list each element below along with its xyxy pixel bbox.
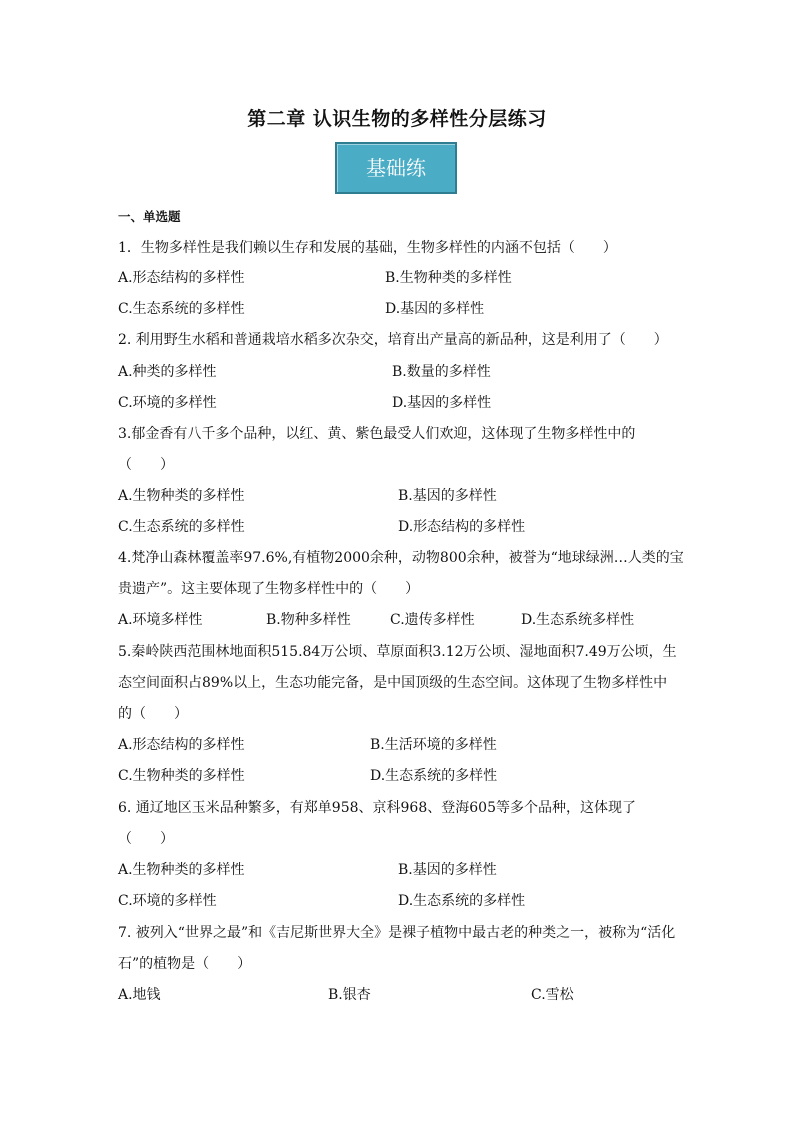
question-1-option-b: B.生物种类的多样性 <box>385 270 512 286</box>
question-6-option-c: C.环境的多样性 <box>118 893 217 909</box>
question-6-option-d: D.生态系统的多样性 <box>398 893 526 909</box>
question-6-stem-line-1: 6. 通辽地区玉米品种繁多，有郑单958、京科968、登海605等多个品种，这体现了 <box>118 800 636 816</box>
question-7-option-b: B.银杏 <box>328 987 371 1003</box>
question-3-option-d: D.形态结构的多样性 <box>398 519 526 535</box>
question-5-stem-line-3: 的（ ） <box>118 706 188 722</box>
question-7-stem-line-2: 石”的植物是（ ） <box>118 956 252 972</box>
question-6-option-b: B.基因的多样性 <box>398 862 497 878</box>
question-3-option-a: A.生物种类的多样性 <box>118 488 245 504</box>
question-1-option-a: A.形态结构的多样性 <box>118 270 245 286</box>
question-3-option-b: B.基因的多样性 <box>398 488 497 504</box>
question-3-stem-line-1: 3.郁金香有八千多个品种，以红、黄、紫色最受人们欢迎，这体现了生物多样性中的 <box>118 426 636 442</box>
question-2-option-b: B.数量的多样性 <box>392 364 491 380</box>
question-2-option-a: A.种类的多样性 <box>118 364 217 380</box>
level-badge: 基础练 <box>335 142 457 194</box>
question-4-stem-line-2: 贵遗产”。这主要体现了生物多样性中的（ ） <box>118 581 420 597</box>
question-5-option-a: A.形态结构的多样性 <box>118 737 245 753</box>
question-4-option-c: C.遗传多样性 <box>390 612 475 628</box>
question-1-option-d: D.基因的多样性 <box>385 301 485 317</box>
question-3-stem-line-2: （ ） <box>118 457 174 473</box>
question-6-stem-line-2: （ ） <box>118 831 174 847</box>
section-heading: 一、单选题 <box>118 209 181 224</box>
question-6-option-a: A.生物种类的多样性 <box>118 862 245 878</box>
question-5-option-c: C.生物种类的多样性 <box>118 768 245 784</box>
question-4-option-d: D.生态系统多样性 <box>521 612 635 628</box>
question-7-option-a: A.地钱 <box>118 987 161 1003</box>
question-5-option-b: B.生活环境的多样性 <box>370 737 497 753</box>
question-7-stem-line-1: 7. 被列入“世界之最”和《吉尼斯世界大全》是裸子植物中最古老的种类之一，被称为“活化 <box>118 925 676 941</box>
question-4-option-a: A.环境多样性 <box>118 612 203 628</box>
question-5-stem-line-1: 5.秦岭陕西范围林地面积515.84万公顷、草原面积3.12万公顷、湿地面积7.49万公顷，生 <box>118 644 677 660</box>
question-5-stem-line-2: 态空间面积占89%以上，生态功能完备，是中国顶级的生态空间。这体现了生物多样性中 <box>118 675 668 691</box>
question-5-option-d: D.生态系统的多样性 <box>370 768 498 784</box>
page-title: 第二章 认识生物的多样性分层练习 <box>247 108 547 130</box>
question-3-option-c: C.生态系统的多样性 <box>118 519 245 535</box>
question-1-stem: 1．生物多样性是我们赖以生存和发展的基础，生物多样性的内涵不包括（ ） <box>118 240 617 256</box>
question-7-option-c: C.雪松 <box>531 987 574 1003</box>
question-2-option-c: C.环境的多样性 <box>118 395 217 411</box>
question-1-option-c: C.生态系统的多样性 <box>118 301 245 317</box>
question-2-stem: 2. 利用野生水稻和普通栽培水稻多次杂交，培育出产量高的新品种，这是利用了（ ） <box>118 332 668 348</box>
question-4-option-b: B.物种多样性 <box>266 612 351 628</box>
question-2-option-d: D.基因的多样性 <box>392 395 492 411</box>
question-4-stem-line-1: 4.梵净山森林覆盖率97.6%,有植物2000余种，动物800余种，被誉为“地球绿洲…人类的宝 <box>118 550 684 566</box>
